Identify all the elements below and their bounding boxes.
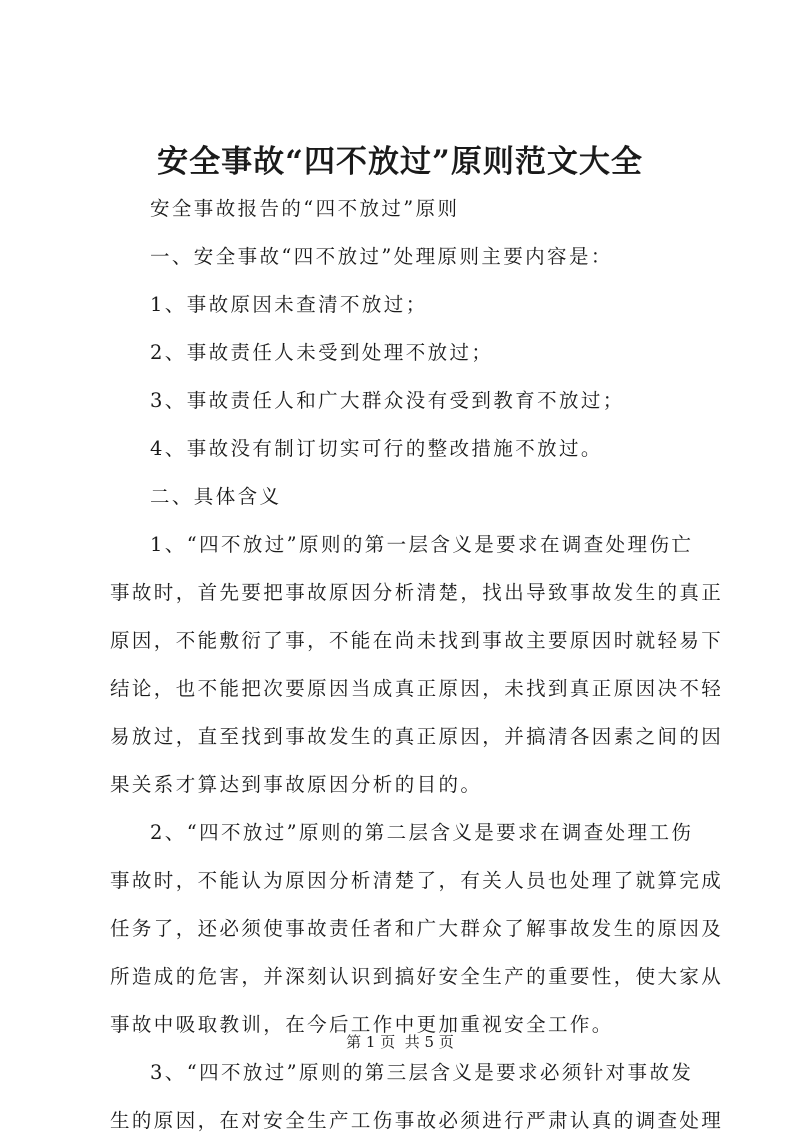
paragraph-line: 二、具体含义 (150, 485, 282, 508)
paragraph-line: 4、事故没有制订切实可行的整改措施不放过。 (150, 437, 603, 460)
paragraph-line: 所造成的危害，并深刻认识到搞好安全生产的重要性，使大家从 (110, 965, 724, 988)
paragraph-line: 2、事故责任人未受到处理不放过； (150, 341, 494, 364)
paragraph-line: 安全事故报告的“四不放过”原则 (150, 197, 460, 220)
paragraph-line: 果关系才算达到事故原因分析的目的。 (110, 773, 483, 796)
paragraph-line: 事故时，首先要把事故原因分析清楚，找出导致事故发生的真正 (110, 581, 724, 604)
page-number-footer: 第 1 页 共 5 页 (346, 1033, 454, 1051)
paragraph-line: 原因，不能敷衍了事，不能在尚未找到事故主要原因时就轻易下 (110, 629, 724, 652)
paragraph-line: 1、事故原因未查清不放过； (150, 293, 428, 316)
paragraph-line: 3、“四不放过”原则的第三层含义是要求必须针对事故发 (150, 1061, 694, 1084)
paragraph-line: 3、事故责任人和广大群众没有受到教育不放过； (150, 389, 625, 412)
paragraph-line: 事故中吸取教训，在今后工作中更加重视安全工作。 (110, 1013, 614, 1036)
paragraph-line: 事故时，不能认为原因分析清楚了，有关人员也处理了就算完成 (110, 869, 724, 892)
paragraph-line: 2、“四不放过”原则的第二层含义是要求在调查处理工伤 (150, 821, 694, 844)
paragraph-line: 一、安全事故“四不放过”处理原则主要内容是： (150, 245, 613, 268)
paragraph-line: 1、“四不放过”原则的第一层含义是要求在调查处理伤亡 (150, 533, 694, 556)
paragraph-line: 结论，也不能把次要原因当成真正原因，未找到真正原因决不轻 (110, 677, 724, 700)
paragraph-line: 任务了，还必须使事故责任者和广大群众了解事故发生的原因及 (110, 917, 724, 940)
document-body (110, 185, 724, 1145)
document-title: 安全事故“四不放过”原则范文大全 (157, 144, 643, 180)
paragraph-line: 易放过，直至找到事故发生的真正原因，并搞清各因素之间的因 (110, 725, 724, 748)
paragraph-line: 生的原因，在对安全生产工伤事故必须进行严肃认真的调查处理 (110, 1109, 724, 1132)
